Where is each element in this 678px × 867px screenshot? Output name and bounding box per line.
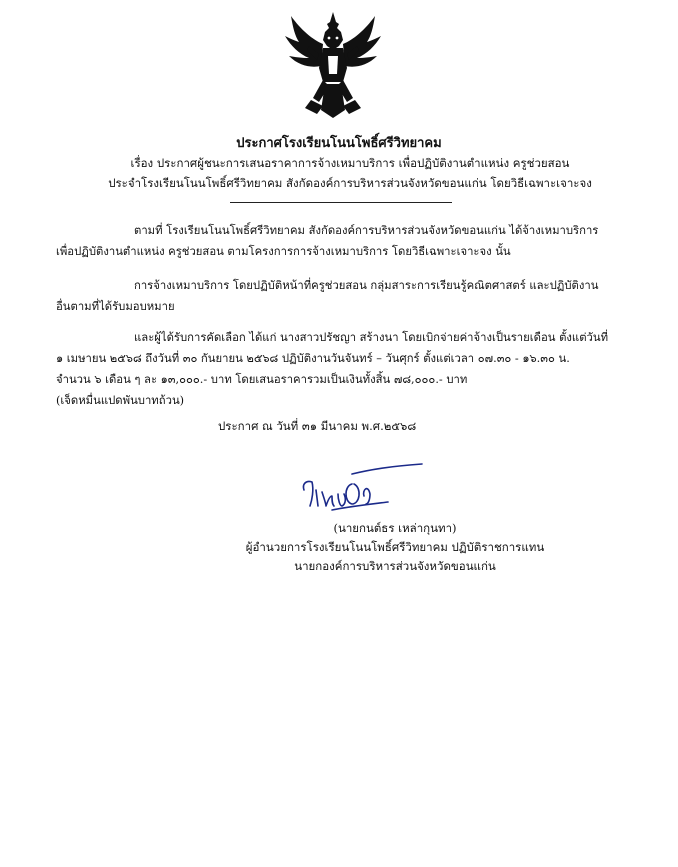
document-subject xyxy=(60,153,640,193)
paragraph-3-line-3: จำนวน ๖ เดือน ๆ ละ ๑๓,๐๐๐.- บาท โดยเสนอราคารวมเป็นเงินทั้งสิ้น ๗๘,๐๐๐.- บาท xyxy=(56,373,468,386)
divider xyxy=(230,202,452,203)
paragraph-3-line-2: ๑ เมษายน ๒๕๖๘ ถึงวันที่ ๓๐ กันยายน ๒๕๖๘ ปฏิบัติงานวันจันทร์ – วันศุกร์ ตั้งแต่เวลา ๐๗.๓๐ - ๑๖.๓๐ น. xyxy=(56,352,570,365)
signatory-position-1: ผู้อำนวยการโรงเรียนโนนโพธิ์ศรีวิทยาคม ปฏิบัติราชการแทน xyxy=(245,540,545,554)
paragraph-1-line-1: ตามที่ โรงเรียนโนนโพธิ์ศรีวิทยาคม สังกัดองค์การบริหารส่วนจังหวัดขอนแก่น ได้จ้างเหมาบริการ xyxy=(134,224,599,237)
paragraph-3-line-4: (เจ็ดหมื่นแปดพันบาทถ้วน) xyxy=(56,394,185,407)
signatory-block xyxy=(220,519,570,576)
paragraph-2-line-2: อื่นตามที่ได้รับมอบหมาย xyxy=(56,300,175,313)
paragraph-2 xyxy=(56,275,628,317)
garuda-emblem-icon xyxy=(283,10,383,122)
handwritten-signature xyxy=(292,460,432,518)
announcement-date: ประกาศ ณ วันที่ ๓๑ มีนาคม พ.ศ.๒๕๖๘ xyxy=(218,419,417,433)
paragraph-1-line-2: เพื่อปฏิบัติงานตำแหน่ง ครูช่วยสอน ตามโครงการการจ้างเหมาบริการ โดยวิธีเฉพาะเจาะจง นั้น xyxy=(56,245,511,258)
subject-line-1: เรื่อง ประกาศผู้ชนะการเสนอราคาการจ้างเหมาบริการ เพื่อปฏิบัติงานตำแหน่ง ครูช่วยสอน xyxy=(130,156,570,170)
signatory-name: (นายกนต์ธร เหล่ากุนทา) xyxy=(333,521,457,535)
paragraph-3 xyxy=(56,327,628,411)
paragraph-3-line-1: และผู้ได้รับการคัดเลือก ได้แก่ นางสาวปรัชญา สร้างนา โดยเบิกจ่ายค่าจ้างเป็นรายเดือน ตั้งแต่วันที่ xyxy=(134,331,609,344)
paragraph-2-line-1: การจ้างเหมาบริการ โดยปฏิบัติหน้าที่ครูช่วยสอน กลุ่มสาระการเรียนรู้คณิตศาสตร์ และปฏิบัติงาน xyxy=(134,279,599,292)
document-title: ประกาศโรงเรียนโนนโพธิ์ศรีวิทยาคม xyxy=(236,136,442,151)
signatory-position-2: นายกองค์การบริหารส่วนจังหวัดขอนแก่น xyxy=(294,559,496,573)
subject-line-2: ประจำโรงเรียนโนนโพธิ์ศรีวิทยาคม สังกัดองค์การบริหารส่วนจังหวัดขอนแก่น โดยวิธีเฉพาะเจาะจง xyxy=(108,176,592,190)
paragraph-1 xyxy=(56,220,628,262)
